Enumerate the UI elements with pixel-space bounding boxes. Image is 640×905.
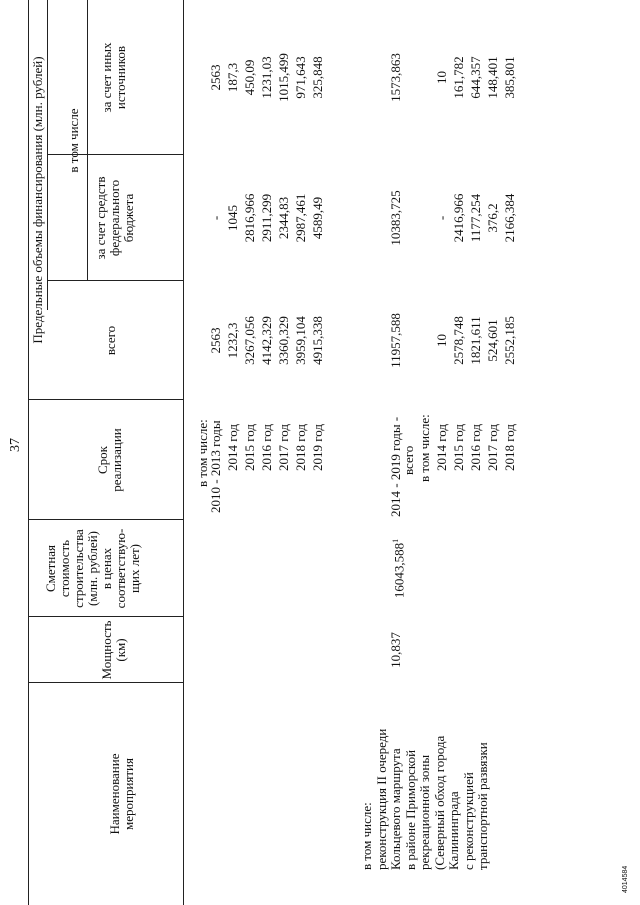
row-total: 1821,611 (468, 316, 483, 365)
row-period: в том числе: (195, 419, 210, 487)
row-other: 385,801 (502, 56, 517, 99)
row-federal: 2911,299 (259, 193, 274, 243)
row-period: всего (401, 445, 416, 475)
row-federal: 1177,254 (468, 193, 483, 243)
row-federal: - (434, 215, 449, 221)
row-other: 10 (434, 71, 449, 84)
row-total: 10 (434, 334, 449, 347)
row-other: 644,357 (468, 56, 483, 99)
row-total: 4915,338 (310, 316, 325, 365)
row-period: 2014 - 2019 годы - (388, 416, 403, 517)
header-including: в том числе (66, 108, 81, 173)
header-capacity: Мощность (км) (99, 620, 128, 680)
header-financing: Предельные объемы финансирования (млн. рублей) (30, 56, 45, 344)
row-other: 450,09 (242, 59, 257, 96)
row-period: 2019 год (310, 424, 325, 471)
row-federal: 1045 (225, 205, 240, 231)
document-code: 4014584 (622, 865, 629, 893)
header-period: Срок реализации (95, 428, 124, 492)
row-federal: 2416,966 (451, 193, 466, 243)
subheader-divider (87, 0, 88, 281)
header-total: всего (103, 325, 118, 356)
row-total: 11957,588 (388, 313, 403, 368)
cost-value: 16043,588$^1$ (391, 538, 407, 599)
row-period: 2018 год (293, 424, 308, 471)
row-other: 971,643 (293, 56, 308, 99)
row-total: 524,601 (485, 319, 500, 362)
row-total: 3267,056 (242, 316, 257, 365)
row-period: 2015 год (451, 424, 466, 471)
row-other: 161,782 (451, 56, 466, 99)
row-other: 1231,03 (259, 56, 274, 99)
row-other: 148,401 (485, 56, 500, 99)
row-period: 2014 год (225, 424, 240, 471)
header-name: Наименование мероприятия (107, 753, 136, 835)
header-cost: Сметная стоимость строительства (млн. рублей) в ценах соответствую- щих лет) (43, 528, 142, 609)
row-total: 3360,329 (276, 316, 291, 365)
capacity-value: 10,837 (388, 632, 403, 668)
row-federal: 4589,49 (310, 196, 325, 240)
measure-name: в том числе: реконструкция II очереди Кольцевого маршрута в районе Приморской рекреационной зоны (Северный обход города Калининграда с реконструкцией транспортной развязки (359, 728, 490, 870)
row-other: 325,848 (310, 56, 325, 99)
row-period: 2014 год (434, 424, 449, 471)
row-total: 2563 (208, 327, 223, 354)
row-total: 2552,185 (502, 316, 517, 365)
row-period: 2010 - 2013 годы (208, 420, 223, 513)
row-federal: 2987,461 (293, 193, 308, 243)
header-other: за счет иных источников (99, 42, 128, 113)
including-divider (47, 0, 48, 310)
row-period: 2016 год (259, 424, 274, 471)
header-bottom-border (183, 0, 184, 905)
row-period: 2016 год (468, 424, 483, 471)
row-other: 187,3 (225, 62, 240, 93)
row-total: 2578,748 (451, 316, 466, 365)
row-federal: 376,2 (485, 203, 500, 233)
table-top-border (28, 0, 29, 905)
row-period: 2017 год (276, 424, 291, 471)
row-period: 2017 год (485, 424, 500, 471)
row-federal: 2166,384 (502, 193, 517, 243)
row-total: 1232,3 (225, 322, 240, 359)
row-period: 2018 год (502, 424, 517, 471)
row-total: 4142,329 (259, 316, 274, 365)
row-federal: 2816,966 (242, 193, 257, 243)
cost-footnote-mark: 1 (391, 538, 400, 543)
row-federal: - (208, 215, 223, 221)
row-other: 1573,863 (388, 53, 403, 102)
row-period: в том числе: (417, 414, 432, 482)
row-other: 1015,499 (276, 53, 291, 102)
page-number: 37 (8, 438, 23, 452)
row-period: 2015 год (242, 424, 257, 471)
header-federal: за счет средств федерального бюджета (93, 176, 136, 260)
row-federal: 2344,83 (276, 196, 291, 240)
row-other: 2563 (208, 64, 223, 91)
row-total: 3959,104 (293, 316, 308, 365)
row-federal: 10383,725 (388, 190, 403, 246)
